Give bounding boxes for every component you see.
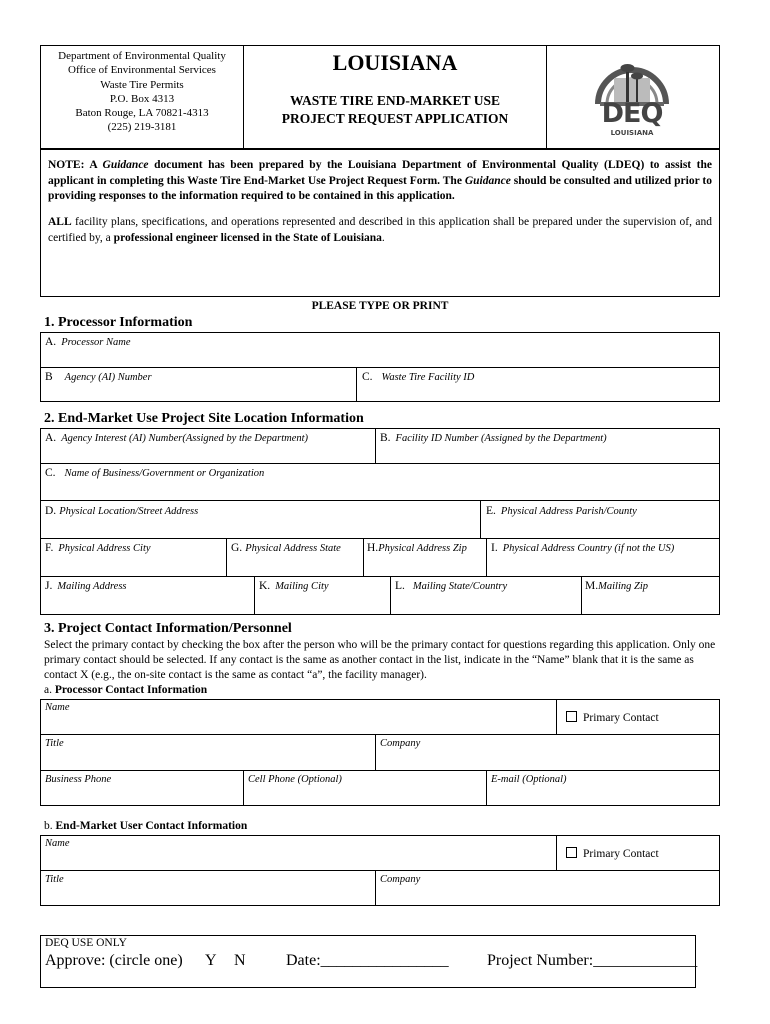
deq-logo-text: DEQ [601,98,663,129]
form-title [244,92,546,128]
section2-colline [363,538,364,576]
physical-country-field[interactable]: I. Physical Address Country (if not the US) [491,542,675,554]
agency-line: Baton Rouge, LA 70821-4313 [75,107,209,120]
end-market-contact-name-field[interactable]: Name [45,838,70,849]
header-divider-right [546,45,547,149]
end-market-user-contact-heading: b. End-Market User Contact Information [44,820,248,832]
physical-parish-county-field[interactable]: E. Physical Address Parish/County [486,505,637,517]
agency-line: Office of Environmental Services [68,64,216,77]
deq-logo [592,52,672,140]
section2-rowline [40,463,720,464]
approve-no-option[interactable]: N [234,952,246,969]
agency-line: Waste Tire Permits [100,78,184,91]
deq-logo-subtext: LOUISIANA [610,129,654,137]
section2-rowline [40,538,720,539]
section2-colline [486,538,487,576]
processor-contact-name-field[interactable]: Name [45,702,70,713]
agency-ai-number-field[interactable]: B Agency (AI) Number [45,371,152,383]
processor-contact-colline [556,699,557,734]
processor-business-phone-field[interactable]: Business Phone [45,774,112,785]
section2-colline [226,538,227,576]
end-market-contact-rowline [40,870,720,871]
mailing-address-field[interactable]: J. Mailing Address [45,580,127,592]
agency-address [44,49,240,135]
business-name-field[interactable]: C. Name of Business/Government or Organization [45,467,265,479]
section2-colline [254,576,255,615]
end-market-contact-colline [556,835,557,870]
form-title-line1: WASTE TIRE END-MARKET USE [290,93,500,108]
processor-contact-colline [375,734,376,770]
physical-city-field[interactable]: F. Physical Address City [45,542,151,554]
deq-use-only-label: DEQ USE ONLY [45,937,127,949]
processor-contact-colline [243,770,244,806]
processor-primary-contact-checkbox[interactable]: Primary Contact [566,711,659,724]
site-facility-id-field[interactable]: B. Facility ID Number (Assigned by the Department) [380,432,607,444]
note-paragraph: NOTE: A Guidance document has been prepared by the Louisiana Department of Environmental Quality (LDEQ) to assist the applicant in completing this Waste Tire End-Market Use Project Request Form. The Guidance should be consulted and utilized prior to providing responses to the information required to be contained in this application. [48,159,712,202]
end-market-contact-company-field[interactable]: Company [380,874,421,885]
date-field[interactable]: Date:________________ [286,952,449,969]
section1-rowline [40,367,720,368]
physical-street-address-field[interactable]: D. Physical Location/Street Address [45,505,199,517]
site-ai-number-field[interactable]: A. Agency Interest (AI) Number(Assigned by the Department) [45,432,309,444]
section2-rowline [40,500,720,501]
section3-instructions: Select the primary contact by checking the box after the person who will be the primary contact for questions regarding this application. Only one primary contact should be selected. If any contact is the same as another contact in the list, indicate in the “Name” blank that it is the same as contact X (e.g., the on-site contact is the same as contact “a”, the facility manager). [44,639,716,681]
please-type-print: PLEASE TYPE OR PRINT [311,300,449,312]
agency-line: Department of Environmental Quality [58,50,226,62]
approve-yes-option[interactable]: Y [205,952,217,969]
processor-email-field[interactable]: E-mail (Optional) [491,774,567,785]
processor-contact-rowline [40,770,720,771]
section2-rowline [40,576,720,577]
section3-title: 3. Project Contact Information/Personnel [44,621,292,636]
section1-colline [356,367,357,402]
agency-line: P.O. Box 4313 [109,92,175,105]
form-title-line2: PROJECT REQUEST APPLICATION [281,111,509,126]
checkbox-icon[interactable] [566,711,577,722]
agency-line: (225) 219-3181 [107,121,177,134]
section2-title: 2. End-Market Use Project Site Location Information [44,411,364,426]
checkbox-icon[interactable] [566,847,577,858]
section2-colline [581,576,582,615]
processor-contact-title-field[interactable]: Title [45,738,64,749]
end-market-contact-colline [375,870,376,906]
end-market-primary-contact-checkbox[interactable]: Primary Contact [566,847,659,860]
mailing-state-country-field[interactable]: L. Mailing State/Country [395,580,508,592]
approve-label: Approve: (circle one) [45,952,183,969]
mailing-city-field[interactable]: K. Mailing City [259,580,329,592]
section2-colline [480,500,481,538]
waste-tire-facility-id-field[interactable]: C. Waste Tire Facility ID [362,371,475,383]
processor-contact-rowline [40,734,720,735]
processor-name-field[interactable]: A. Processor Name [45,336,131,348]
processor-contact-company-field[interactable]: Company [380,738,421,749]
physical-zip-field[interactable]: H.Physical Address Zip [367,542,467,554]
mailing-zip-field[interactable]: M.Mailing Zip [585,580,648,592]
state-title: LOUISIANA [332,50,458,75]
certification-paragraph: ALL facility plans, specifications, and operations represented and described in this application shall be prepared under the supervision of, and certified by, a professional engineer licensed in the State of Louisiana. [48,216,712,244]
processor-contact-heading: a. Processor Contact Information [44,684,208,696]
section1-title: 1. Processor Information [44,315,193,330]
physical-state-field[interactable]: G. Physical Address State [231,542,341,554]
section2-colline [390,576,391,615]
project-number-field[interactable]: Project Number:_____________ [487,952,698,969]
section2-colline [375,428,376,463]
end-market-contact-title-field[interactable]: Title [45,874,64,885]
processor-contact-colline [486,770,487,806]
processor-cell-phone-field[interactable]: Cell Phone (Optional) [248,774,342,785]
